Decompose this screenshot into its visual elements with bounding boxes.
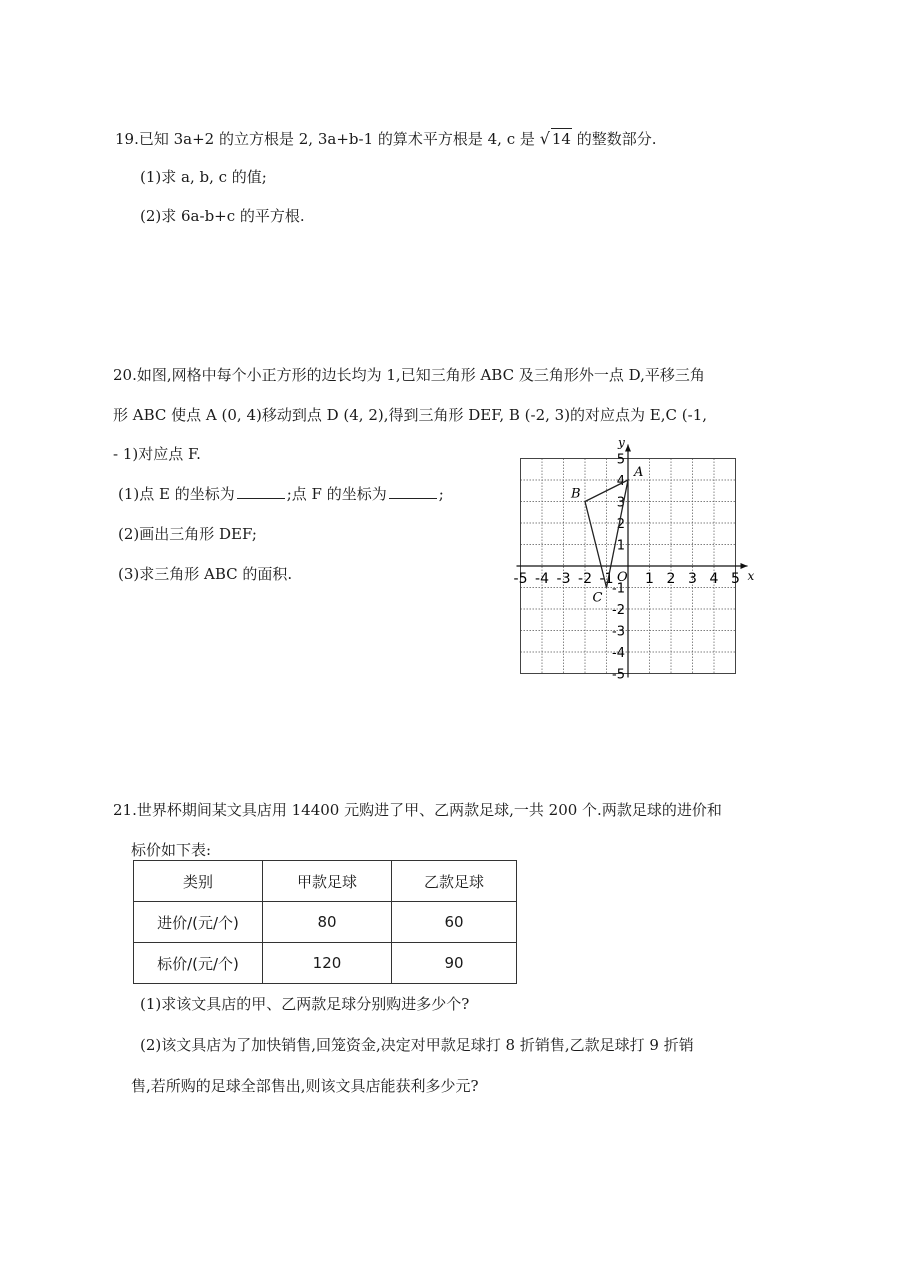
x-tick-label: -2 xyxy=(578,571,592,587)
table-row xyxy=(134,902,517,943)
y-tick-label: 5 xyxy=(616,452,625,468)
price-table xyxy=(133,860,517,984)
q21-part1: (1)求该文具店的甲、乙两款足球分别购进多少个? xyxy=(140,995,470,1013)
sqrt-icon: √ xyxy=(539,129,550,148)
y-tick-label: 1 xyxy=(616,538,625,554)
origin-label: O xyxy=(617,570,628,585)
table-header-cell: 甲款足球 xyxy=(263,861,392,902)
table-cell: 进价/(元/个) xyxy=(134,902,263,943)
x-tick-label: 5 xyxy=(731,571,740,587)
x-tick-label: 3 xyxy=(688,571,697,587)
x-tick-label: 4 xyxy=(709,571,719,587)
table-row xyxy=(134,943,517,984)
q19-part1: (1)求 a, b, c 的值; xyxy=(140,168,267,186)
q20-line3: - 1)对应点 F. xyxy=(113,445,201,463)
q20-part1-a: (1)点 E 的坐标为 xyxy=(118,485,235,503)
table-cell: 80 xyxy=(263,902,392,943)
table-cell: 90 xyxy=(392,943,517,984)
vertex-label-b: B xyxy=(571,486,581,502)
q19-sqrt-number: 14 xyxy=(551,130,571,148)
y-tick-label: -5 xyxy=(612,667,625,683)
y-axis-label: y xyxy=(618,435,625,450)
q21-line1: 21.世界杯期间某文具店用 14400 元购进了甲、乙两款足球,一共 200 个.两款足球的进价和 xyxy=(113,801,722,819)
q19-stem xyxy=(115,128,657,149)
q20-line2: 形 ABC 使点 A (0, 4)移动到点 D (4, 2),得到三角形 DEF, B (-2, 3)的对应点为 E,C (-1, xyxy=(113,406,708,424)
y-tick-label: 4 xyxy=(616,474,625,489)
answer-blank-f[interactable] xyxy=(389,484,437,499)
y-tick-label: -4 xyxy=(612,646,625,661)
y-tick-label: 3 xyxy=(616,495,625,511)
q20-part1-b: ;点 F 的坐标为 xyxy=(286,485,387,503)
x-tick-label: 2 xyxy=(666,571,676,587)
y-tick-label: 2 xyxy=(616,517,625,532)
x-tick-label: -4 xyxy=(535,571,549,587)
y-tick-label: -3 xyxy=(612,624,625,640)
x-axis-label: x xyxy=(747,569,755,583)
table-cell: 标价/(元/个) xyxy=(134,943,263,984)
q19-stem-b: 的整数部分. xyxy=(576,130,657,148)
q19-part2: (2)求 6a-b+c 的平方根. xyxy=(140,207,305,225)
q20-part1 xyxy=(118,484,444,504)
table-header-row xyxy=(134,861,517,902)
x-axis-arrow-icon xyxy=(741,563,748,569)
table-header-cell: 类别 xyxy=(134,861,263,902)
q20-part2: (2)画出三角形 DEF; xyxy=(118,525,257,543)
coordinate-grid-figure xyxy=(513,435,770,688)
table-header-cell: 乙款足球 xyxy=(392,861,517,902)
y-axis-arrow-icon xyxy=(625,445,631,452)
y-tick-label: -2 xyxy=(612,603,625,618)
x-tick-label: -1 xyxy=(599,571,614,587)
q20-part1-c: ; xyxy=(438,485,444,503)
vertex-label-c: C xyxy=(592,590,603,606)
q19-stem-a: 19.已知 3a+2 的立方根是 2, 3a+b-1 的算术平方根是 4, c 是 xyxy=(115,130,535,148)
q21-part2-a: (2)该文具店为了加快销售,回笼资金,决定对甲款足球打 8 折销售,乙款足球打 9 折销 xyxy=(140,1036,694,1054)
x-tick-label: -3 xyxy=(556,571,571,587)
q20-part3: (3)求三角形 ABC 的面积. xyxy=(118,565,293,583)
q20-line1: 20.如图,网格中每个小正方形的边长均为 1,已知三角形 ABC 及三角形外一点 D,平移三角 xyxy=(113,366,705,384)
vertex-label-a: A xyxy=(634,465,644,480)
table-cell: 60 xyxy=(392,902,517,943)
x-tick-label: -5 xyxy=(513,571,528,587)
x-tick-label: 1 xyxy=(645,571,654,587)
q21-line2: 标价如下表: xyxy=(131,841,212,859)
q21-part2-b: 售,若所购的足球全部售出,则该文具店能获利多少元? xyxy=(131,1077,479,1095)
table-cell: 120 xyxy=(263,943,392,984)
y-tick-label: -1 xyxy=(612,581,625,597)
answer-blank-e[interactable] xyxy=(237,484,285,499)
